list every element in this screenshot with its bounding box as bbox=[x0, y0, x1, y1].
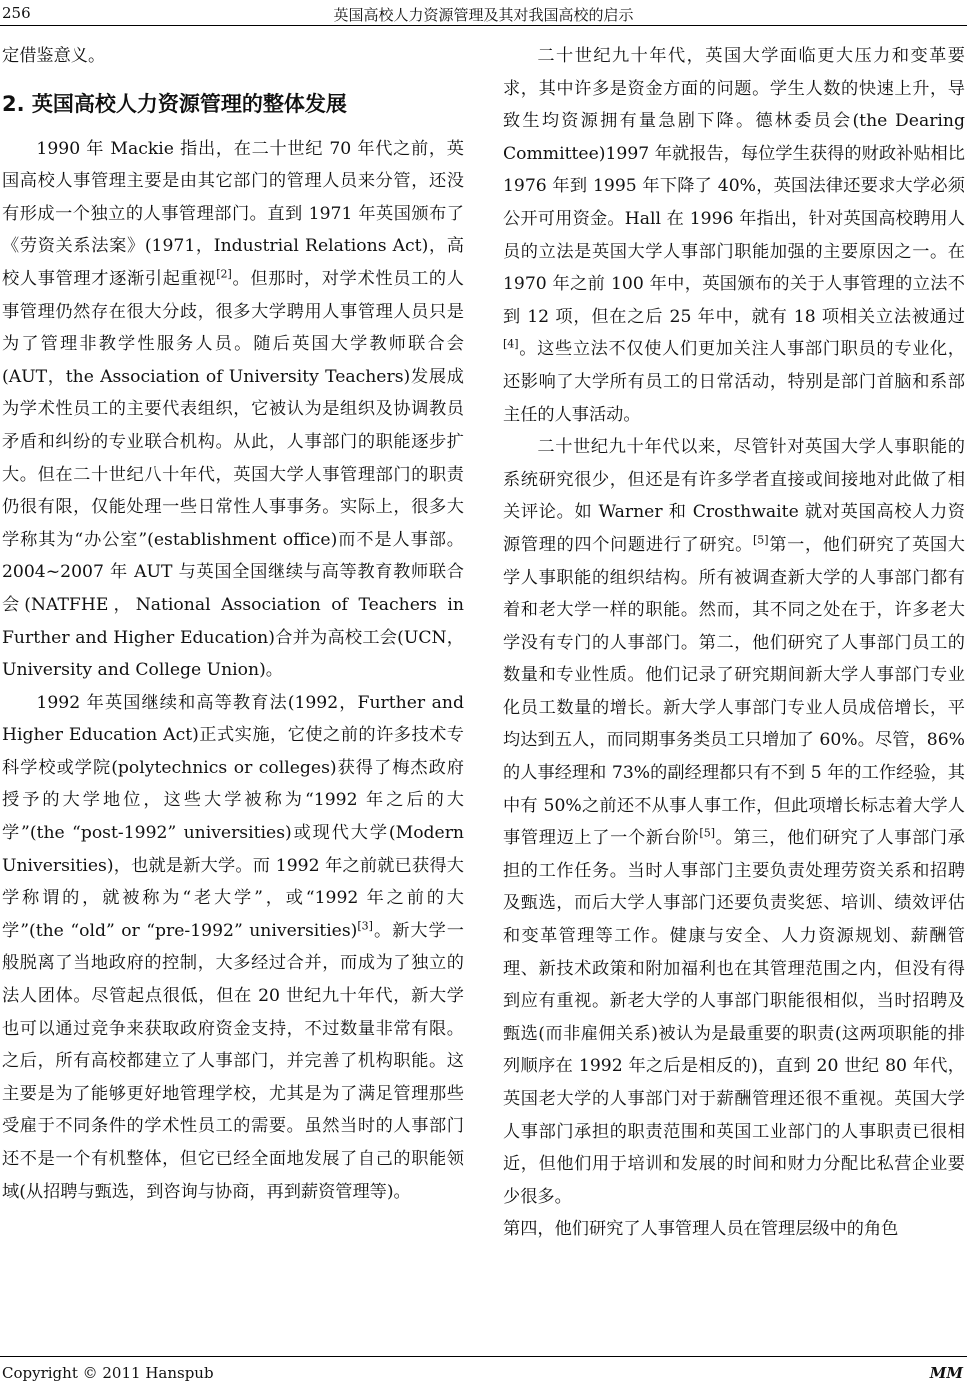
running-title: 英国高校人力资源管理及其对我国高校的启示 bbox=[333, 6, 634, 24]
paragraph-text: 。但那时，对学术性员工的人事管理仍然存在很大分歧，很多大学聘用人事管理人员只是为了管理非教学性服务人员。随后英国大学教师联合会(AUT，the Association of University Teachers)发展成为学术性员工的主要代表组织，它被认为是组织及协调教员矛盾和纠纷的专业联合机构。从此，人事部门的职能逐步扩大。但在二十世纪八十年代，英国大学人事管理部门的职责仍很有限，仅能处理一些日常性人事事务。实际上，很多大学称其为“办公室”(establishment office)而不是人事部。2004~2007 年 AUT 与英国全国继续与高等教育教师联合会(NATFHE，National Association of Teachers in Further and Higher Education)合并为高校工会(UCN，University and College Union)。 bbox=[2, 268, 464, 681]
page-number: 256 bbox=[2, 4, 31, 22]
paragraph-text: 。这些立法不仅使人们更加关注人事部门职员的专业化，还影响了大学所有员工的日常活动，特别是部门首脑和系部主任的人事活动。 bbox=[503, 339, 965, 425]
citation: [2] bbox=[216, 267, 232, 281]
footer-rule bbox=[0, 1356, 967, 1357]
paragraph-text: 二十世纪九十年代，英国大学面临更大压力和变革要求，其中许多是资金方面的问题。学生人数的快速上升，导致生均资源拥有量急剧下降。德林委员会(the Dearing Committee)1997 年就报告，每位学生获得的财政补贴相比 1976 年到 1995 年下降了 40%，英国法律还要求大学必须公开可用资金。Hall 在 1996 年指出，针对英国高校聘用人员的立法是英国大学人事部门职能加强的主要原因之一。在 1970 年之前 100 年中，英国颁布的关于人事管理的立法不到 12 项，但在之后 25 年中，就有 18 项相关立法被通过 bbox=[503, 46, 965, 327]
citation: [4] bbox=[503, 337, 519, 351]
paragraph bbox=[503, 431, 965, 1213]
paragraph-text: 1990 年 Mackie 指出，在二十世纪 70 年代之前，英国高校人事管理主要是由其它部门的管理人员来分管，还没有形成一个独立的人事管理部门。直到 1971 年英国颁布了《劳资关系法案》(1971，Industrial Relations Act)，高校人事管理才逐渐引起重视 bbox=[2, 138, 464, 289]
header-rule bbox=[0, 25, 967, 26]
right-column bbox=[503, 40, 965, 1246]
paragraph-text: 1992 年英国继续和高等教育法(1992，Further and Higher Education Act)正式实施，它使之前的许多技术专科学校或学院(polytechnics or colleges)获得了梅杰政府授予的大学地位，这些大学被称为“1992 年之后的大学”(the “post-1992” universities)或现代大学(Modern Universities)，也就是新大学。而 1992 年之前就已获得大学称谓的，就被称为“老大学”，或“1992 年之前的大学”(the “old” or “pre-1992” universities) bbox=[2, 692, 464, 941]
citation: [5] bbox=[752, 533, 769, 547]
copyright-notice: Copyright © 2011 Hanspub bbox=[2, 1364, 214, 1382]
paragraph: 第四，他们研究了人事管理人员在管理层级中的角色 bbox=[503, 1219, 899, 1240]
paragraph bbox=[503, 40, 965, 431]
paragraph bbox=[2, 687, 464, 1209]
paragraph bbox=[2, 133, 464, 687]
citation: [3] bbox=[357, 919, 373, 933]
page-header bbox=[0, 0, 967, 26]
paragraph: 定借鉴意义。 bbox=[2, 46, 106, 66]
citation: [5] bbox=[699, 826, 715, 840]
paragraph-text: 。第三，他们研究了人事部门承担的工作任务。当时人事部门主要负责处理劳资关系和招聘及甄选，而后大学人事部门还要负责奖惩、培训、绩效评估和变革管理等工作。健康与安全、人力资源规划、薪酬管理、新技术政策和附加福利也在其管理范围之内，但没有得到应有重视。新老大学的人事部门职能很相似，当时招聘及甄选(而非雇佣关系)被认为是最重要的职责(这两项职能的排列顺序在 1992 年之后是相反的)，直到 20 世纪 80 年代，英国老大学的人事部门对于薪酬管理还很不重视。英国大学人事部门承担的职责范围和英国工业部门的人事职责已很相近，但他们用于培训和发展的时间和财力分配比私营企业要少很多。 bbox=[503, 828, 965, 1207]
page-footer bbox=[0, 1356, 967, 1386]
paragraph-text: 二十世纪九十年代以来，尽管针对英国大学人事职能的系统研究很少，但还是有许多学者直接或间接地对此做了相关评论。如 Warner 和 Crosthwaite 就对英国高校人力资源管理的四个问题进行了研究。 bbox=[503, 437, 965, 555]
section-heading: 2. 英国高校人力资源管理的整体发展 bbox=[2, 91, 347, 116]
paragraph-text: 第一，他们研究了英国大学人事职能的组织结构。所有被调查新大学的人事部门都有着和老大学一样的职能。然而，其不同之处在于，许多老大学没有专门的人事部门。第二，他们研究了人事部门员工的数量和专业性质。他们记录了研究期间新大学人事部门专业化员工数量的增长。新大学人事部门专业人员成倍增长，平均达到五人，而同期事务类员工只增加了 60%。尽管，86%的人事经理和 73%的副经理都只有不到 5 年的工作经验，其中有 50%之前还不从事人事工作，但此项增长标志着大学人事管理迈上了一个新台阶 bbox=[503, 534, 965, 849]
journal-abbreviation: MM bbox=[929, 1364, 963, 1382]
paragraph-text: 。新大学一般脱离了当地政府的控制，大多经过合并，而成为了独立的法人团体。尽管起点很低，但在 20 世纪九十年代，新大学也可以通过竞争来获取政府资金支持，不过数量非常有限。之后，所有高校都建立了人事部门，并完善了机构职能。这主要是为了能够更好地管理学校，尤其是为了满足管理那些受雇于不同条件的学术性员工的需要。虽然当时的人事部门还不是一个有机整体，但它已经全面地发展了自己的职能领域(从招聘与甄选，到咨询与协商，再到薪资管理等)。 bbox=[2, 920, 464, 1202]
left-column bbox=[2, 40, 464, 1208]
